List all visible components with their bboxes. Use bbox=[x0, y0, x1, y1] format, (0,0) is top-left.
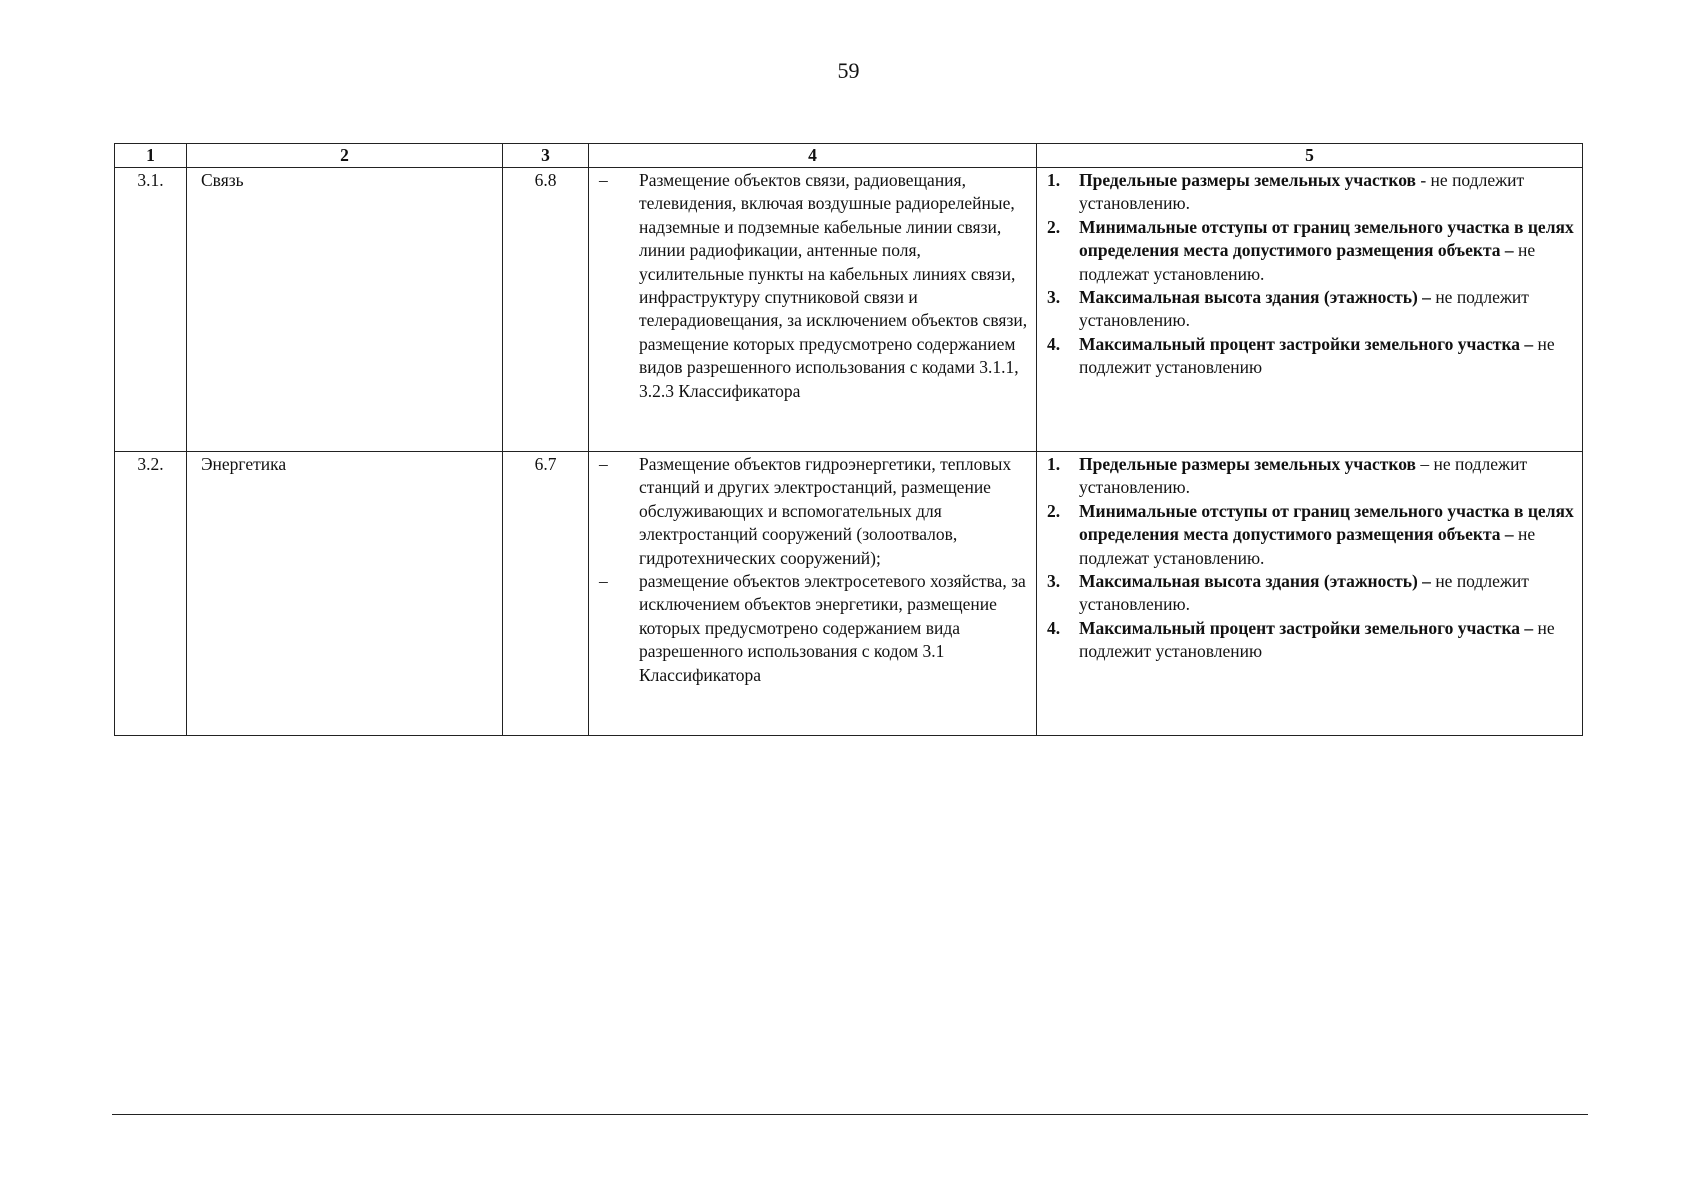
land-use-table bbox=[114, 143, 1583, 736]
parameter-number: 1. bbox=[1047, 170, 1061, 190]
parameter-number: 2. bbox=[1047, 216, 1061, 237]
parameter-title: Максимальный процент застройки земельного участка – bbox=[1079, 333, 1534, 354]
parameter-number: 4. bbox=[1047, 333, 1061, 354]
parameter-item bbox=[1047, 286, 1574, 333]
parameter-title: Минимальные отступы от границ земельного участка в целях определения места допустимого размещения объекта – bbox=[1079, 216, 1574, 261]
parameter-number: 4. bbox=[1047, 617, 1061, 638]
table-row bbox=[115, 168, 1583, 452]
parameter-value: не подлежит установлению bbox=[1079, 333, 1555, 378]
description-text: размещение объектов электросетевого хозяйства, за исключением объектов энергетики, размещение которых предусмотрено содержанием вида разрешенного использования с кодом 3.1 Классификатора bbox=[639, 571, 1026, 685]
parameter-number: 3. bbox=[1047, 287, 1061, 308]
parameter-title: Максимальный процент застройки земельного участка – bbox=[1079, 617, 1534, 638]
row-number: 3.1. bbox=[115, 168, 187, 452]
parameter-value: не подлежат установлению. bbox=[1079, 524, 1536, 568]
parameter-title: Максимальная высота здания (этажность) – bbox=[1079, 287, 1431, 308]
parameter-value: не подлежит установлению. bbox=[1079, 571, 1529, 615]
table-header-row bbox=[115, 144, 1583, 168]
description-list bbox=[599, 169, 1028, 403]
description-list bbox=[599, 453, 1028, 687]
parameter-text bbox=[1079, 286, 1574, 333]
header-col-1: 1 bbox=[115, 144, 187, 168]
row-code: 6.7 bbox=[503, 452, 589, 736]
row-number: 3.2. bbox=[115, 452, 187, 736]
header-col-3: 3 bbox=[503, 144, 589, 168]
row-description bbox=[589, 452, 1037, 736]
description-text: Размещение объектов гидроэнергетики, тепловых станций и других электростанций, размещение обслуживающих и вспомогательных для электростанций сооружений (золоотвалов, гидротехнических сооружений); bbox=[639, 454, 1012, 568]
description-text: Размещение объектов связи, радиовещания, телевидения, включая воздушные радиорелейные, надземные и подземные кабельные линии связи, линии радиофикации, антенные поля, усилительные пункты на кабельных линиях связи, инфраструктуру спутниковой связи и телерадиовещания, за исключением объектов связи, размещение которых предусмотрено содержанием видов разрешенного использования с кодами 3.1.1, 3.2.3 Классификатора bbox=[639, 170, 1028, 401]
parameter-item bbox=[1047, 453, 1574, 500]
row-name: Энергетика bbox=[187, 452, 503, 736]
parameter-item bbox=[1047, 216, 1574, 286]
parameter-item bbox=[1047, 333, 1574, 380]
dash-bullet: – bbox=[599, 454, 608, 474]
dash-bullet: – bbox=[599, 571, 608, 592]
parameter-value: не подлежит установлению bbox=[1079, 617, 1555, 662]
parameter-value: – не подлежит установлению. bbox=[1079, 454, 1528, 498]
row-name: Связь bbox=[187, 168, 503, 452]
parameters-list bbox=[1047, 169, 1574, 380]
parameter-text bbox=[1079, 169, 1574, 216]
row-code: 6.8 bbox=[503, 168, 589, 452]
row-description bbox=[589, 168, 1037, 452]
parameters-list bbox=[1047, 453, 1574, 664]
description-item bbox=[599, 453, 1028, 570]
parameter-item bbox=[1047, 169, 1574, 216]
parameter-number: 2. bbox=[1047, 500, 1061, 521]
parameter-title: Предельные размеры земельных участков bbox=[1079, 454, 1416, 474]
description-item bbox=[599, 570, 1028, 687]
description-item bbox=[599, 169, 1028, 403]
parameter-title: Максимальная высота здания (этажность) – bbox=[1079, 571, 1431, 592]
parameter-value: - не подлежит установлению. bbox=[1079, 170, 1525, 214]
header-col-4: 4 bbox=[589, 144, 1037, 168]
parameter-number: 1. bbox=[1047, 454, 1061, 474]
parameter-item bbox=[1047, 617, 1574, 664]
parameter-number: 3. bbox=[1047, 571, 1061, 592]
parameter-text bbox=[1079, 216, 1574, 286]
parameter-title: Минимальные отступы от границ земельного участка в целях определения места допустимого размещения объекта – bbox=[1079, 500, 1574, 545]
parameter-text bbox=[1079, 617, 1574, 664]
parameter-text bbox=[1079, 333, 1574, 380]
row-parameters bbox=[1037, 452, 1583, 736]
parameter-text bbox=[1079, 570, 1574, 617]
page-number: 59 bbox=[837, 58, 860, 83]
row-parameters bbox=[1037, 168, 1583, 452]
header-col-2: 2 bbox=[187, 144, 503, 168]
parameter-item bbox=[1047, 570, 1574, 617]
parameter-text bbox=[1079, 453, 1574, 500]
footer-divider bbox=[112, 1114, 1588, 1115]
header-col-5: 5 bbox=[1037, 144, 1583, 168]
table-row bbox=[115, 452, 1583, 736]
parameter-title: Предельные размеры земельных участков bbox=[1079, 170, 1416, 190]
parameter-text bbox=[1079, 500, 1574, 570]
parameter-value: не подлежит установлению. bbox=[1079, 287, 1529, 331]
parameter-value: не подлежат установлению. bbox=[1079, 240, 1536, 284]
parameter-item bbox=[1047, 500, 1574, 570]
dash-bullet: – bbox=[599, 170, 608, 190]
